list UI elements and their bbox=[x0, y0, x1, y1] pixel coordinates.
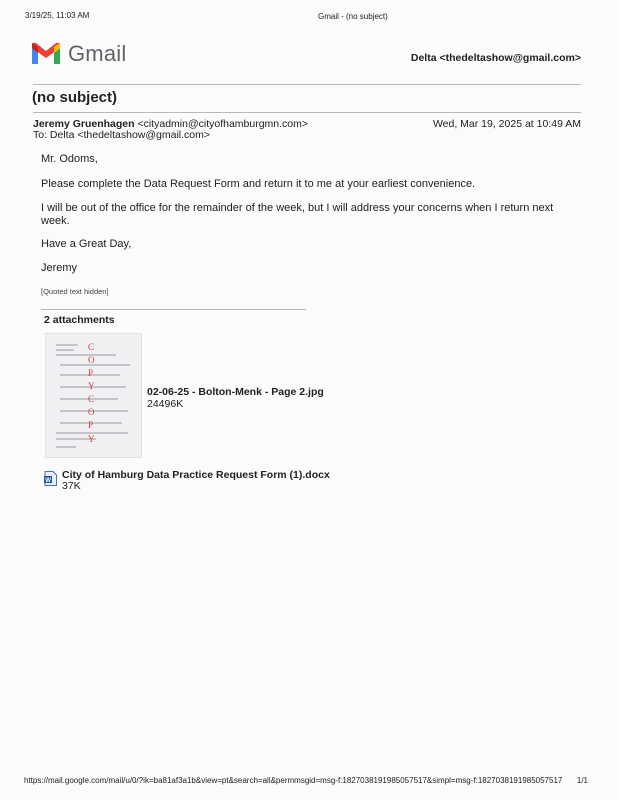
email-date: Wed, Mar 19, 2025 at 10:49 AM bbox=[432, 118, 581, 130]
attachment-size: 37K bbox=[62, 480, 81, 492]
email-paragraph-2: I will be out of the office for the remainder of the week, but I will address your concerns when I return next week. bbox=[41, 202, 554, 227]
print-datetime: 3/19/25, 11:03 AM bbox=[25, 11, 90, 20]
print-page-number: 1/1 bbox=[576, 776, 588, 785]
account-label: Delta <thedeltashow@gmail.com> bbox=[410, 52, 581, 64]
thumb-letter: C bbox=[88, 394, 95, 404]
email-paragraph-1: Please complete the Data Request Form and return it to me at your earliest convenience. bbox=[41, 178, 476, 190]
gmail-logo bbox=[30, 41, 126, 67]
email-signature: Jeremy bbox=[41, 262, 78, 274]
attachment-size: 24496K bbox=[147, 398, 184, 410]
header-divider bbox=[33, 84, 581, 85]
sender-name: Jeremy Gruenhagen bbox=[33, 118, 135, 130]
thumb-letter: O bbox=[88, 407, 95, 417]
svg-text:W: W bbox=[45, 478, 51, 484]
thumb-letter: O bbox=[88, 355, 95, 365]
thumb-letter: Y bbox=[88, 381, 95, 391]
attachment-name[interactable]: 02-06-25 - Bolton-Menk - Page 2.jpg bbox=[147, 386, 324, 398]
sender-email: <cityadmin@cityofhamburgmn.com> bbox=[137, 118, 309, 130]
thumb-letter: Y bbox=[88, 434, 95, 444]
quoted-text-toggle[interactable]: [Quoted text hidden] bbox=[41, 287, 109, 296]
print-title: Gmail - (no subject) bbox=[318, 12, 388, 21]
email-subject: (no subject) bbox=[32, 89, 117, 106]
email-closing: Have a Great Day, bbox=[41, 238, 132, 250]
gmail-m-icon bbox=[30, 42, 62, 66]
thumb-letter: P bbox=[88, 368, 94, 378]
subject-divider bbox=[33, 112, 581, 113]
attachment-name[interactable]: City of Hamburg Data Practice Request Form (1).docx bbox=[62, 469, 330, 481]
attachments-divider bbox=[41, 309, 306, 310]
attachments-title: 2 attachments bbox=[44, 314, 115, 326]
print-footer-url: https://mail.google.com/mail/u/0/?ik=ba81af3a1b&view=pt&search=all&permmsgid=msg-f:1827038191985057517&simpl=msg-f:1827038191985057517 bbox=[24, 776, 563, 785]
thumb-letter: P bbox=[88, 420, 94, 430]
word-doc-icon bbox=[44, 471, 57, 486]
recipient: To: Delta <thedeltashow@gmail.com> bbox=[33, 129, 210, 141]
attachment-thumbnail[interactable] bbox=[45, 333, 142, 458]
email-greeting: Mr. Odoms, bbox=[41, 153, 98, 165]
thumb-letter: C bbox=[88, 342, 95, 352]
gmail-wordmark: Gmail bbox=[68, 41, 127, 66]
